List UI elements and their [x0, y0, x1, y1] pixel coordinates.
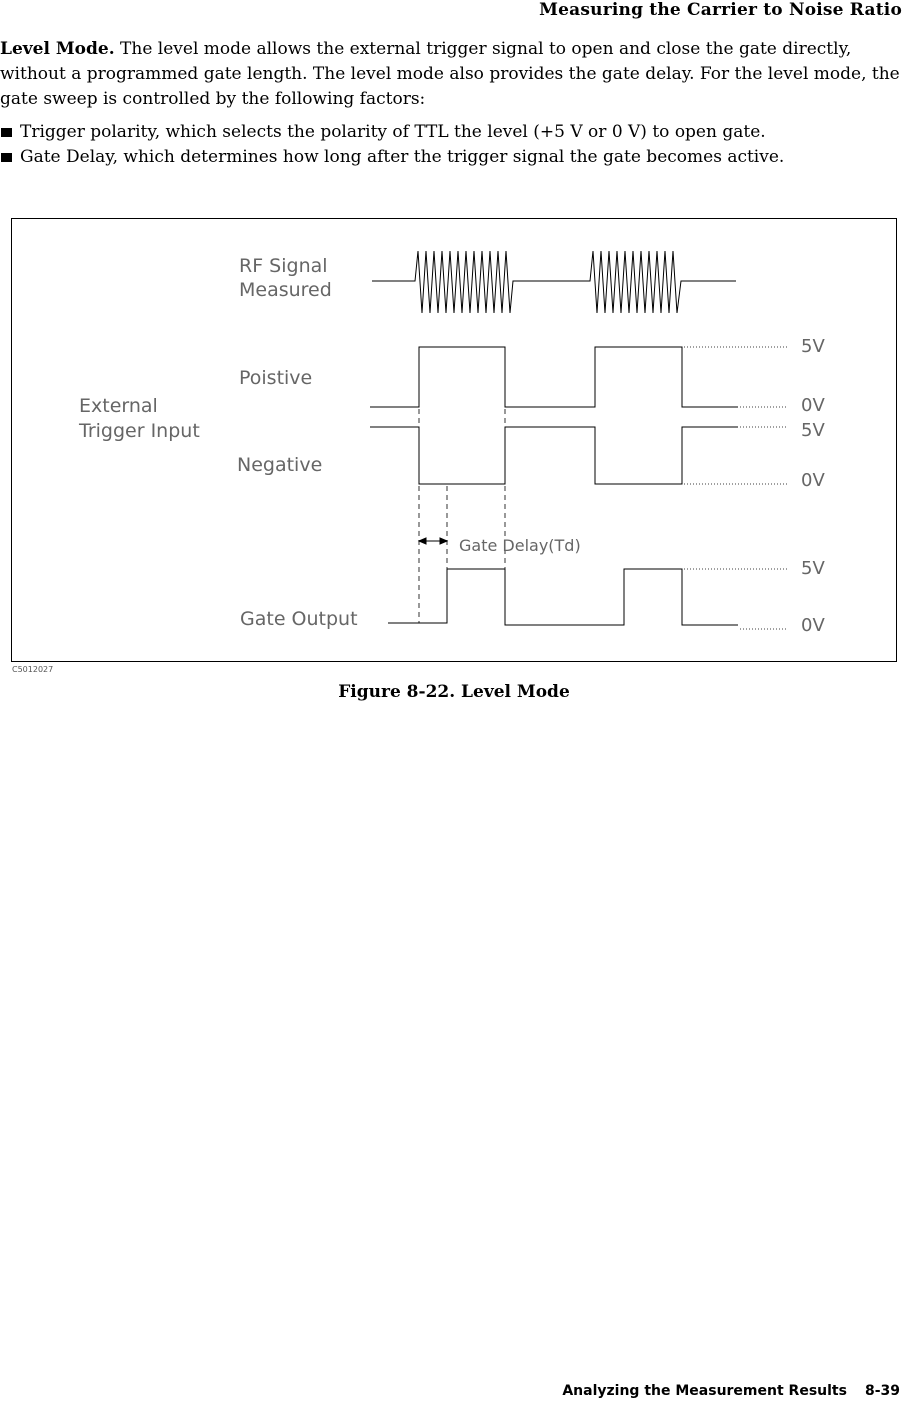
list-item-text: Trigger polarity, which selects the polarity of TTL the level (+5 V or 0 V) to open gate.	[20, 122, 766, 142]
list-item	[0, 120, 900, 145]
gate-delay-arrow-icon	[419, 538, 447, 544]
rf-signal-label: RF Signal	[239, 255, 328, 277]
rf-signal-waveform	[372, 251, 736, 313]
trigger-input-label: Trigger Input	[79, 420, 200, 442]
page-number: 8-39	[864, 1383, 900, 1399]
external-label: External	[79, 395, 158, 417]
figure-caption: Figure 8-22. Level Mode	[338, 682, 570, 702]
timing-diagram	[12, 219, 898, 663]
figure-code: C5012027	[12, 665, 54, 674]
footer-section-title: Analyzing the Measurement Results	[562, 1383, 847, 1399]
paragraph-text: The level mode allows the external trigger signal to open and close the gate directly, without a programmed gate length. The level mode also provides the gate delay. For the level mode, the gate sweep is controlled by the following factors:	[0, 39, 900, 109]
bullet-square-icon	[1, 128, 12, 137]
negative-trigger-waveform	[370, 427, 738, 484]
level-reference-lines	[684, 347, 787, 629]
negative-label: Negative	[237, 454, 323, 476]
output-5v-label: 5V	[801, 558, 825, 579]
positive-5v-label: 5V	[801, 336, 825, 357]
negative-5v-label: 5V	[801, 420, 825, 441]
list-item-text: Gate Delay, which determines how long after the trigger signal the gate becomes active.	[20, 147, 785, 167]
gate-output-label: Gate Output	[240, 608, 358, 630]
rf-measured-label: Measured	[239, 279, 332, 301]
list-item	[0, 145, 900, 170]
positive-0v-label: 0V	[801, 395, 825, 416]
alignment-lines	[419, 409, 505, 623]
level-mode-paragraph	[0, 37, 900, 112]
paragraph-heading: Level Mode.	[0, 39, 115, 59]
positive-label: Poistive	[239, 367, 313, 389]
running-title: Measuring the Carrier to Noise Ratio	[539, 0, 902, 20]
negative-0v-label: 0V	[801, 470, 825, 491]
output-0v-label: 0V	[801, 615, 825, 636]
bullet-square-icon	[1, 153, 12, 162]
factor-list	[0, 120, 900, 170]
positive-trigger-waveform	[370, 347, 738, 407]
gate-output-waveform	[388, 569, 738, 625]
level-mode-figure	[11, 218, 897, 662]
gate-delay-label: Gate Delay(Td)	[459, 536, 581, 555]
page-footer	[562, 1383, 900, 1399]
